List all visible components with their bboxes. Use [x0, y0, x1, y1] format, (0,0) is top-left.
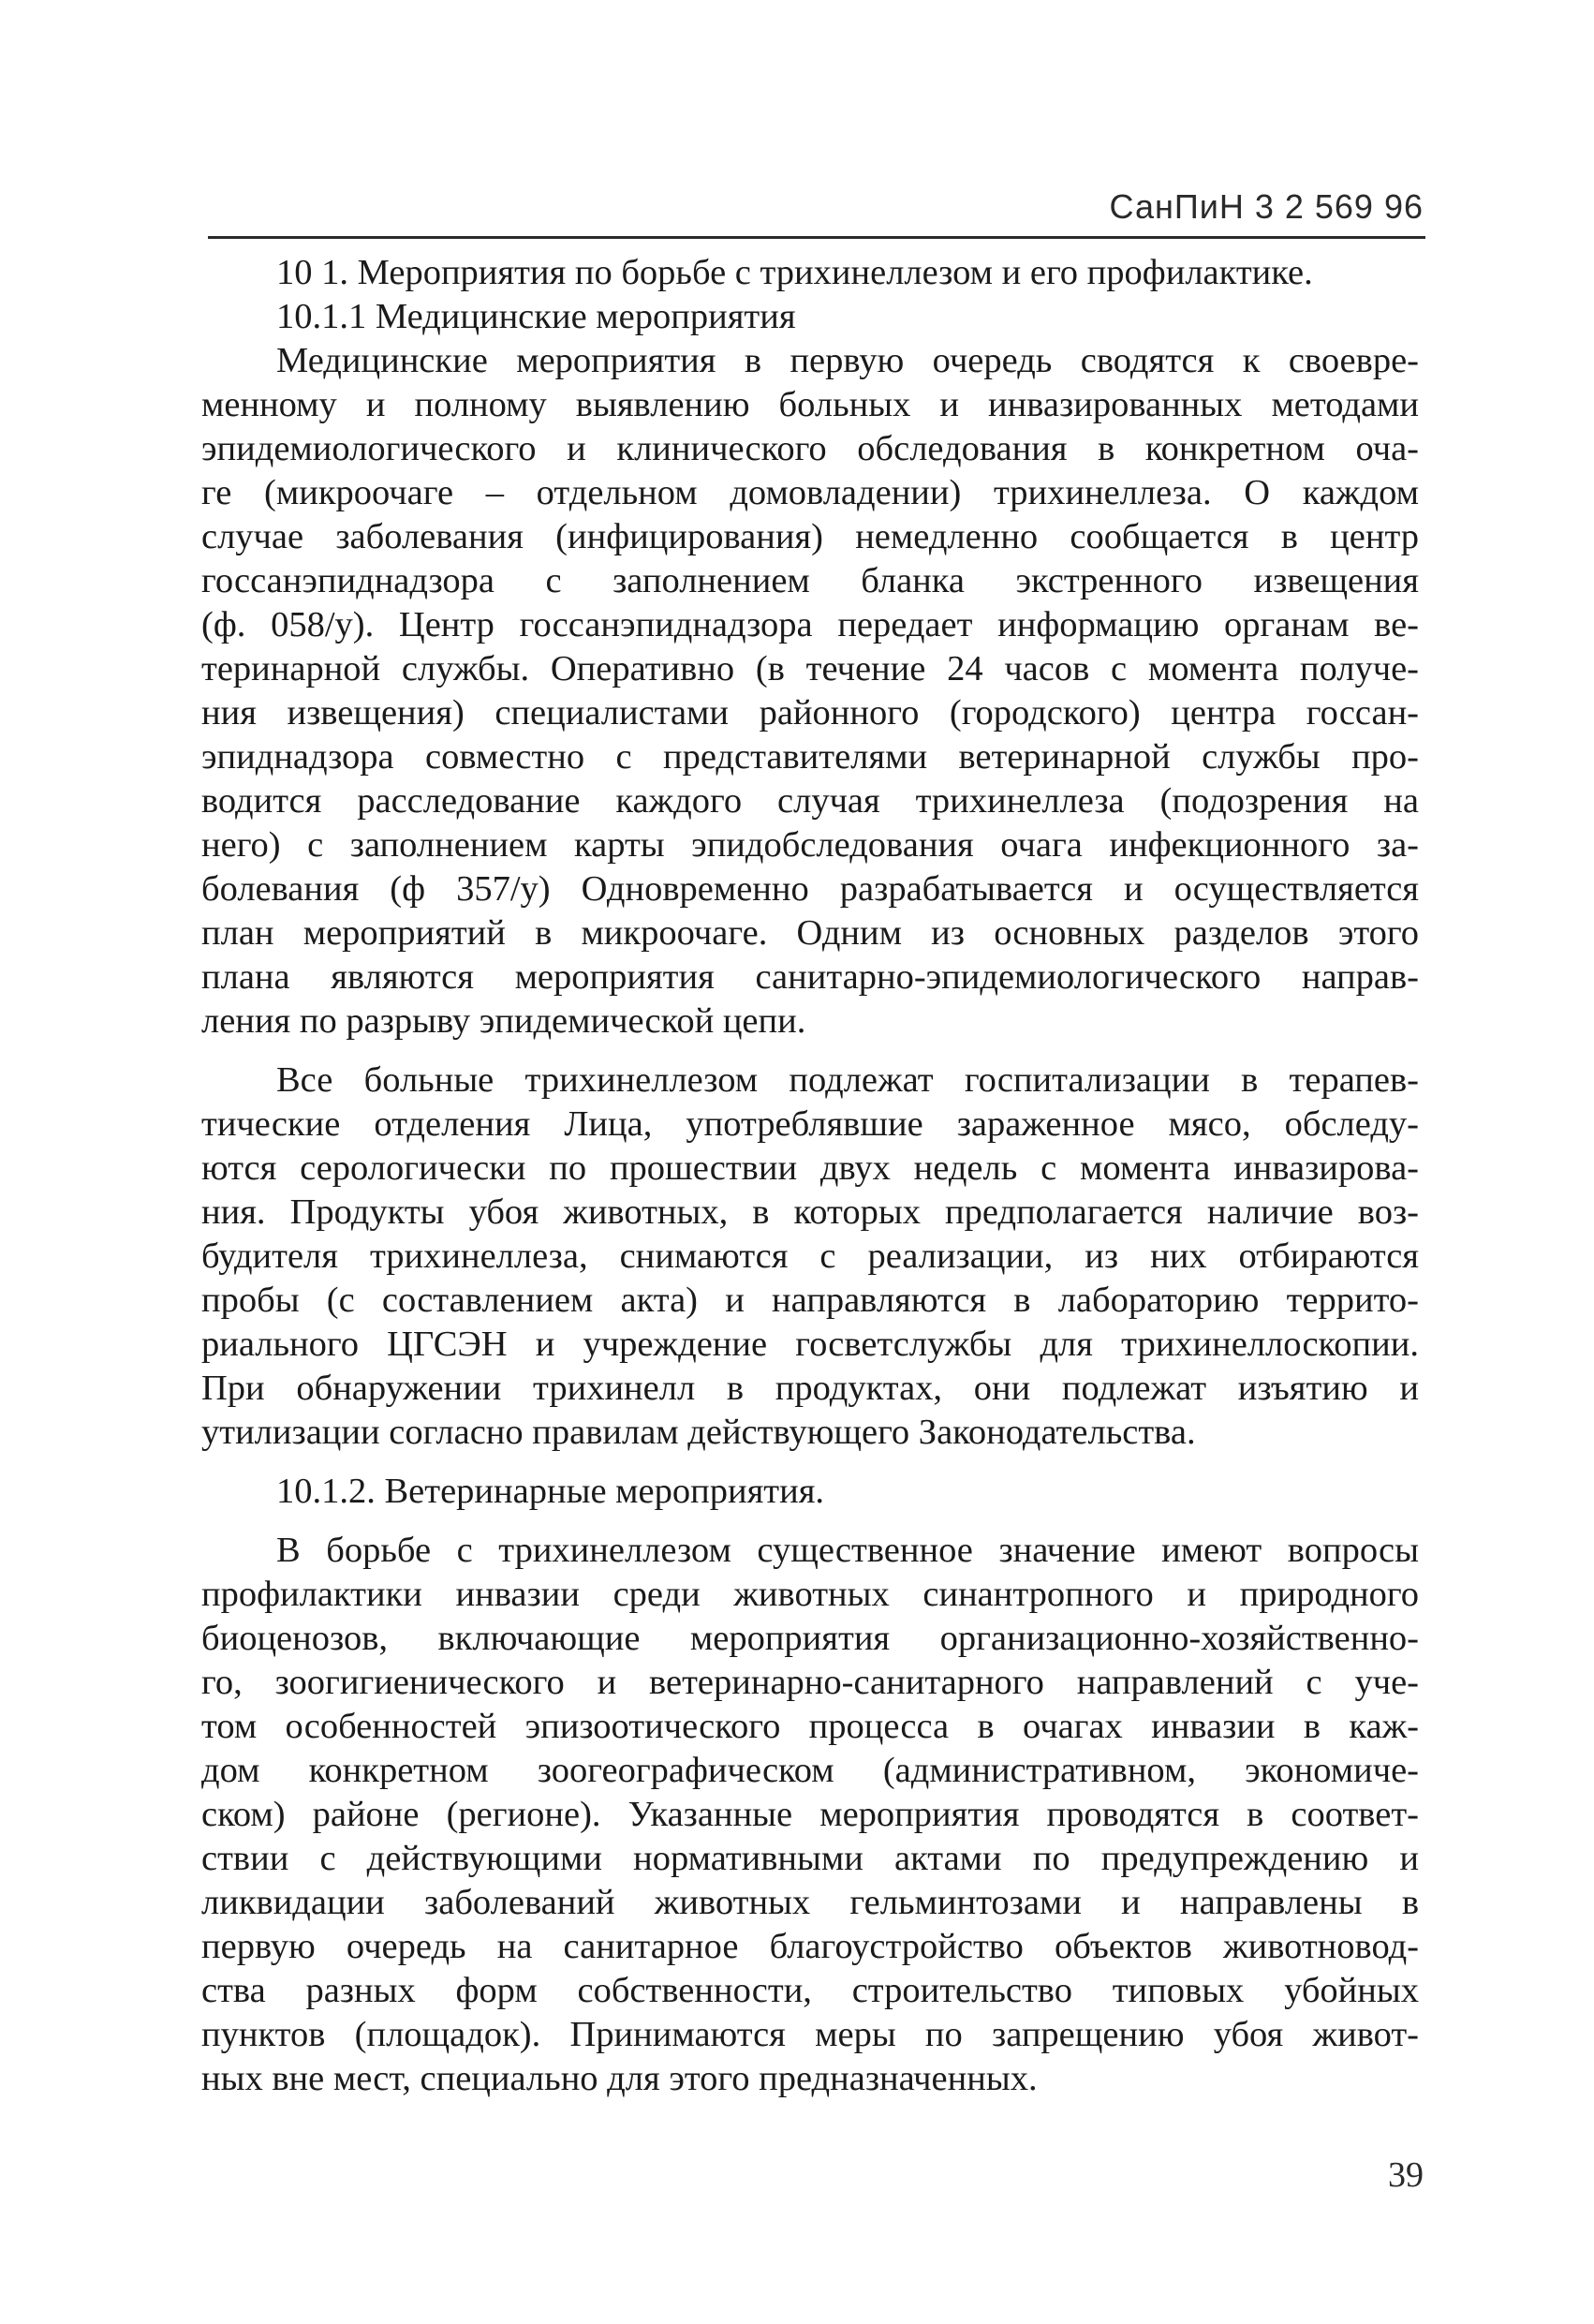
paragraph-line: При обнаружении трихинелл в продуктах, они подлежат изъятию и — [201, 1369, 1419, 1408]
page-number: 39 — [1388, 2155, 1424, 2195]
paragraph-line: будителя трихинеллеза, снимаются с реализации, из них отбираются — [201, 1236, 1419, 1276]
paragraph-line: теринарной службы. Оперативно (в течение 24 часов с момента получе- — [201, 649, 1419, 688]
paragraph-gap — [201, 1514, 1419, 1529]
paragraph-line: болевания (ф 357/у) Одновременно разрабатывается и осуществляется — [201, 869, 1419, 909]
paragraph-line: ются серологически по прошествии двух недель с момента инвазирова- — [201, 1148, 1419, 1188]
paragraph-line: ления по разрыву эпидемической цепи. — [201, 1001, 806, 1041]
paragraph-line: Все больные трихинеллезом подлежат госпитализации в терапев- — [276, 1060, 1419, 1100]
paragraph-line: биоценозов, включающие мероприятия организационно-хозяйственно- — [201, 1619, 1419, 1658]
paragraph-hospitalization — [201, 1058, 1419, 1455]
paragraph-veterinary — [201, 1529, 1419, 2101]
paragraph-line: ском) районе (регионе). Указанные мероприятия проводятся в соответ- — [201, 1795, 1419, 1834]
section-heading-10-1-2: 10.1.2. Ветеринарные мероприятия. — [276, 1472, 825, 1511]
paragraph-line: В борьбе с трихинеллезом существенное значение имеют вопросы — [276, 1531, 1419, 1570]
paragraph-line: эпидемиологического и клинического обследования в конкретном оча- — [201, 429, 1419, 468]
paragraph-line: него) с заполнением карты эпидобследования очага инфекционного за- — [201, 825, 1419, 865]
paragraph-line: ния извещения) специалистами районного (городского) центра госсан- — [201, 693, 1419, 733]
paragraph-line: го, зоогигиенического и ветеринарно-санитарного направлений с уче- — [201, 1663, 1419, 1702]
paragraph-line: госсанэпиднадзора с заполнением бланка экстренного извещения — [201, 561, 1419, 600]
paragraph-line: ства разных форм собственности, строительство типовых убойных — [201, 1971, 1419, 2010]
header-rule — [208, 236, 1425, 239]
paragraph-line: первую очередь на санитарное благоустройство объектов животновод- — [201, 1927, 1419, 1966]
paragraph-line: ге (микроочаге – отдельном домовладении) трихинеллеза. О каждом — [201, 473, 1419, 512]
paragraph-line: ных вне мест, специально для этого предназначенных. — [201, 2059, 1038, 2098]
paragraph-line: эпиднадзора совместно с представителями ветеринарной службы про- — [201, 737, 1419, 777]
paragraph-line: менному и полному выявлению больных и инвазированных методами — [201, 385, 1419, 424]
paragraph-medical — [201, 339, 1419, 1044]
paragraph-line: Медицинские мероприятия в первую очередь сводятся к своевре- — [276, 341, 1419, 380]
paragraph-line: водится расследование каждого случая трихинеллеза (подозрения на — [201, 781, 1419, 821]
paragraph-line: риального ЦГСЭН и учреждение госветслужбы для трихинеллоскопии. — [201, 1325, 1419, 1364]
paragraph-line: (ф. 058/у). Центр госсанэпиднадзора передает информацию органам ве- — [201, 605, 1419, 644]
paragraph-line: профилактики инвазии среди животных синантропного и природного — [201, 1575, 1419, 1614]
paragraph-line: плана являются мероприятия санитарно-эпидемиологического направ- — [201, 957, 1419, 997]
paragraph-line: пунктов (площадок). Принимаются меры по запрещению убоя живот- — [201, 2015, 1419, 2054]
paragraph-line: дом конкретном зоогеографическом (административном, экономиче- — [201, 1751, 1419, 1790]
paragraph-gap — [201, 1044, 1419, 1058]
section-heading-10-1: 10 1. Мероприятия по борьбе с трихинеллезом и его профилактике. — [276, 253, 1313, 292]
paragraph-gap — [201, 1455, 1419, 1470]
section-heading-10-1-1: 10.1.1 Медицинские мероприятия — [276, 297, 796, 336]
running-header: СанПиН 3 2 569 96 — [1109, 187, 1424, 226]
paragraph-line: ликвидации заболеваний животных гельминтозами и направлены в — [201, 1883, 1419, 1922]
paragraph-line: план мероприятий в микроочаге. Одним из основных разделов этого — [201, 913, 1419, 953]
paragraph-line: ния. Продукты убоя животных, в которых предполагается наличие воз- — [201, 1192, 1419, 1232]
body-text — [201, 251, 1419, 2101]
paragraph-line: утилизации согласно правилам действующего Законодательства. — [201, 1413, 1196, 1452]
paragraph-line: пробы (с составлением акта) и направляются в лабораторию террито- — [201, 1280, 1419, 1320]
paragraph-line: ствии с действующими нормативными актами по предупреждению и — [201, 1839, 1419, 1878]
paragraph-line: том особенностей эпизоотического процесса в очагах инвазии в каж- — [201, 1707, 1419, 1746]
paragraph-line: случае заболевания (инфицирования) немедленно сообщается в центр — [201, 517, 1419, 556]
paragraph-line: тические отделения Лица, употреблявшие зараженное мясо, обследу- — [201, 1104, 1419, 1144]
